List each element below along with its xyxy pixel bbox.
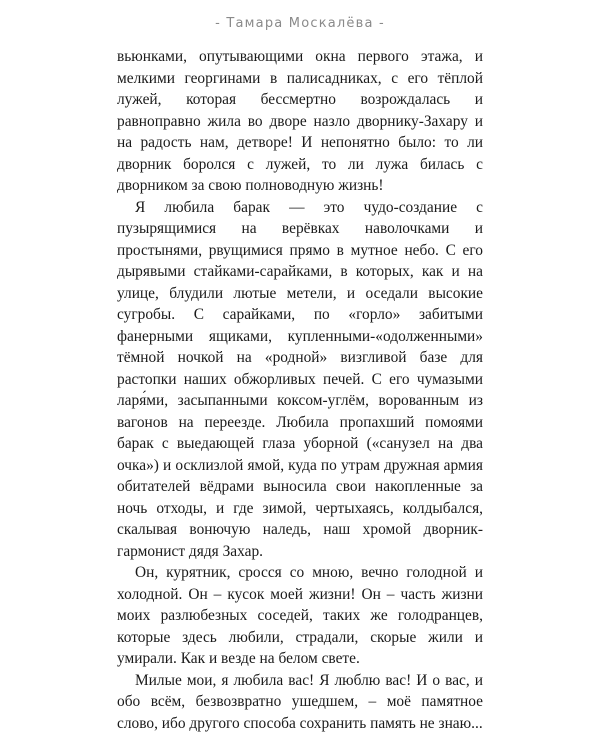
paragraph: Я любила барак — это чудо-создание с пузырящимися на верёвках наволочками и простынями, рвущимися прямо в мутное небо. С его дырявыми стайками-сарайками, в которых, как и на улице, блудили лютые метели, и оседали высокие сугробы. С сарайками, по «горло» забитыми фанерными ящиками, купленными-«одолженными» тёмной ночкой на «родной» визгливой базе для растопки наших обжорливых печей. С его чумазыми ларя́ми, засыпанными коксом-углём, ворованным из вагонов на переезде. Любила пропахший помоями барак с выедающей глаза уборной («санузел на два очка») и осклизлой ямой, куда по утрам дружная армия обитателей вёдрами выносила свои накопленные за ночь отходы, и где зимой, чертыхаясь, колдыбался, скалывая вонючую наледь, наш хромой дворник-гармонист дядя Захар. [117, 198, 483, 560]
paragraph: Он, курятник, сросся со мною, вечно голодной и холодной. Он – кусок моей жизни! Он – часть жизни моих разлюбезных соседей, таких же голодранцев, которые здесь любили, страдали, скорые жили и умирали. Как и везде на белом свете. [117, 564, 483, 667]
page-body [117, 46, 483, 734]
paragraph-continued: вьюнками, опутывающими окна первого этажа, и мелкими георгинами в палисадниках, с его тёплой лужей, которая бессмертно возрождалась и равноправно жила во дворе назло дворнику-Захару и на радость нам, детворе! И непонятно было: то ли дворник боролся с лужей, то ли лужа билась с дворником за свою полноводную жизнь! [117, 48, 483, 194]
running-head: - Тамара Москалёва - [215, 16, 385, 31]
paragraph: Милые мои, я любила вас! Я люблю вас! И о вас, и обо всём, безвозвратно ушедшем, – моё памятное слово, ибо другого способа сохранить память не знаю... [117, 671, 483, 732]
